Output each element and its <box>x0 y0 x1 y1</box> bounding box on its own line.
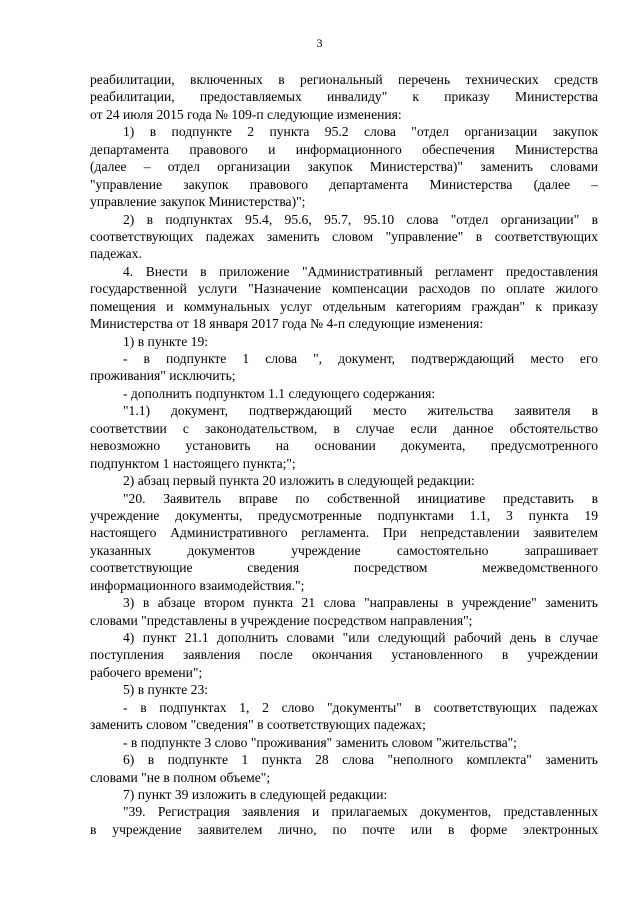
text-line: проживания" исключить; <box>90 368 236 384</box>
text-line: учреждение документы, предусмотренные подпунктами 1.1, 3 пункта 19 <box>90 507 598 523</box>
text-line: управление закупок Министерства)"; <box>90 194 306 210</box>
text-line: "1.1) документ, подтверждающий место жительства заявителя в <box>123 403 598 419</box>
text-line: - в подпункте 3 слово "проживания" заменить словом "жительства"; <box>123 734 517 750</box>
text-line: 4) пункт 21.1 дополнить словами "или следующий рабочий день в случае <box>123 630 598 645</box>
text-line: падежах. <box>90 246 142 262</box>
text-line: Министерства от 18 января 2017 года № 4-п следующие изменения: <box>90 316 484 332</box>
text-line: соответствующих падежах заменить словом "управление" в соответствующих <box>90 228 598 244</box>
text-line: 1) в пункте 19: <box>123 333 209 349</box>
text-line: - в подпунктах 1, 2 слово "документы" в соответствующих падежах <box>123 699 598 715</box>
text-line: 1) в подпункте 2 пункта 95.2 слова "отдел организации закупок <box>123 124 598 140</box>
text-line: указанных документов учреждение самостоятельно запрашивает <box>90 542 598 558</box>
text-line: 4. Внести в приложение "Административный регламент предоставления <box>123 263 598 279</box>
text-line: соответствующие сведения посредством межведомственного <box>90 560 598 576</box>
text-line: реабилитации, предоставляемых инвалиду" к приказу Министерства <box>90 89 598 105</box>
text-line: словами "представлены в учреждение посредством направления"; <box>90 612 473 628</box>
text-line: 5) в пункте 23: <box>123 682 209 698</box>
text-line: словами "не в полном объеме"; <box>90 769 271 785</box>
text-line: невозможно установить на основании документа, предусмотренного <box>90 438 598 454</box>
text-line: соответствии с законодательством, в случае если данное обстоятельство <box>90 420 598 436</box>
text-line: в учреждение заявителем лично, по почте или в форме электронных <box>90 821 598 837</box>
document-body <box>90 71 598 838</box>
text-line: 3) в абзаце втором пункта 21 слова "направлены в учреждение" заменить <box>123 595 598 611</box>
text-line: настоящего Административного регламента. При непредставлении заявителем <box>90 525 598 541</box>
text-line: 2) в подпунктах 95.4, 95.6, 95.7, 95.10 слова "отдел организации" в <box>123 211 598 227</box>
text-line: - дополнить подпунктом 1.1 следующего содержания: <box>123 385 436 401</box>
text-line: "39. Регистрация заявления и прилагаемых документов, представленных <box>123 804 598 820</box>
text-line: 6) в подпункте 1 пункта 28 слова "неполного комплекта" заменить <box>123 752 598 768</box>
text-line: государственной услуги "Назначение компенсации расходов по оплате жилого <box>90 281 598 297</box>
text-line: заменить словом "сведения" в соответствующих падежах; <box>90 717 426 733</box>
text-line: информационного взаимодействия."; <box>90 577 305 593</box>
text-line: - в подпункте 1 слова ", документ, подтверждающий место его <box>123 351 598 366</box>
text-line: "управление закупок правового департамента Министерства (далее – <box>90 176 598 192</box>
page-number: 3 <box>316 36 323 50</box>
text-line: 7) пункт 39 изложить в следующей редакции: <box>123 786 388 802</box>
text-line: от 24 июля 2015 года № 109-п следующие изменения: <box>90 106 402 122</box>
text-line: (далее – отдел организации закупок Министерства)" заменить словами <box>90 159 598 175</box>
text-line: департамента правового и информационного обеспечения Министерства <box>90 141 598 157</box>
text-line: подпунктом 1 настоящего пункта;"; <box>90 455 296 471</box>
text-line: 2) абзац первый пункта 20 изложить в следующей редакции: <box>123 473 475 489</box>
text-line: рабочего времени"; <box>90 664 203 680</box>
text-line: реабилитации, включенных в региональный перечень технических средств <box>90 72 598 87</box>
text-line: помещения и коммунальных услуг отдельным категориям граждан" к приказу <box>90 298 598 314</box>
text-line: поступления заявления после окончания установленного в учреждении <box>90 647 598 663</box>
text-line: "20. Заявитель вправе по собственной инициативе представить в <box>123 490 598 506</box>
